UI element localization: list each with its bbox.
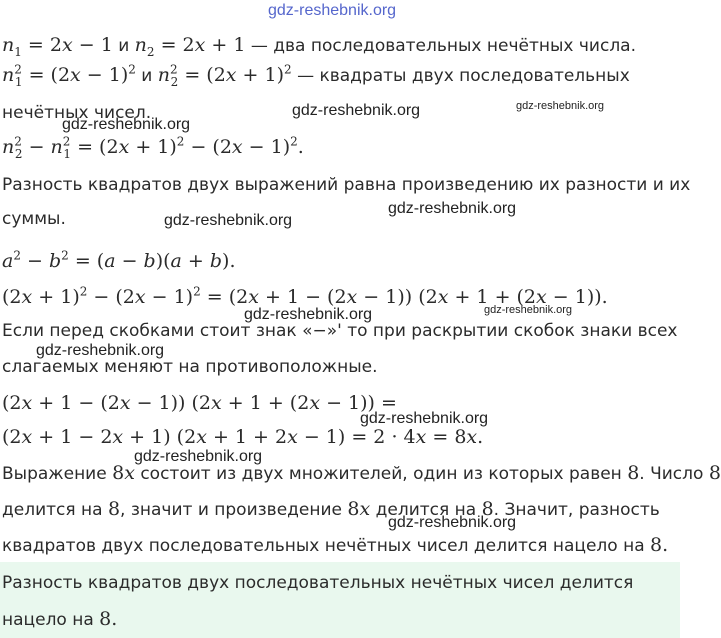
math-expression: $n_2 = 2x + 1$	[134, 34, 246, 59]
watermark: gdz-reshebnik.org	[292, 102, 421, 119]
text-line: нечётных чисел.	[2, 103, 152, 123]
text-line	[2, 462, 721, 485]
text-fragment: делится на	[375, 500, 477, 520]
text-line	[2, 136, 304, 159]
text-line	[2, 392, 397, 415]
math-expression: 8	[107, 498, 121, 520]
text-fragment: нацело на	[2, 610, 94, 630]
text-line	[2, 250, 235, 273]
text-fragment: делится на	[2, 500, 103, 520]
watermark: gdz-reshebnik.org	[360, 410, 489, 427]
watermark: gdz-reshebnik.org	[134, 448, 263, 465]
text-fragment: Выражение	[2, 464, 107, 484]
text-fragment: и	[141, 66, 153, 86]
math-expression: 8x	[112, 462, 135, 484]
watermark: gdz-reshebnik.org	[164, 212, 293, 229]
math-expression: $n^2_1 = (2x - 1)^2$	[2, 62, 136, 89]
math-expression: (2x + 1 − 2x + 1) (2x + 1 + 2x − 1) = 2 · 4x = 8x.	[2, 426, 484, 448]
text-fragment: — два последовательных нечётных числа.	[250, 36, 637, 56]
text-fragment: , значит и произведение	[120, 500, 342, 520]
text-fragment: . Значит, разность	[493, 500, 660, 520]
math-expression: $n^2_2 - n^2_1 = (2x + 1)^2 - (2x - 1)^2$.	[2, 134, 304, 161]
math-expression: 8.	[99, 608, 118, 630]
math-expression: 8.	[650, 534, 669, 556]
text-fragment: — квадраты двух последовательных	[297, 66, 630, 86]
math-expression: $n_1 = 2x - 1$	[2, 34, 113, 59]
text-line: слагаемых меняют на противоположные.	[2, 357, 378, 377]
text-fragment: и	[118, 36, 130, 56]
math-expression: $(2x + 1)^2 - (2x - 1)^2 = (2x + 1 - (2x - 1))$ (2x + 1 + (2x − 1)).	[2, 284, 608, 308]
math-expression: 8	[627, 462, 640, 484]
answer-line: Разность квадратов двух последовательных нечётных чисел делится	[2, 573, 634, 593]
text-fragment: состоит из двух множителей, один из которых равен	[140, 464, 622, 484]
text-line: суммы.	[2, 209, 66, 229]
text-line: Если перед скобками стоит знак «−»' то при раскрытии скобок знаки всех	[2, 321, 678, 341]
text-line	[2, 64, 630, 87]
text-line: Разность квадратов двух выражений равна произведению их разности и их	[2, 175, 691, 195]
watermark: gdz-reshebnik.org	[388, 200, 517, 217]
text-fragment: квадратов двух последовательных нечётных чисел делится нацело на	[2, 536, 645, 556]
math-expression: $n^2_2 = (2x + 1)^2$	[157, 62, 292, 89]
text-line	[2, 534, 668, 557]
math-expression: (2x + 1 − (2x − 1)) (2x + 1 + (2x − 1)) =	[2, 392, 397, 414]
math-expression: 8x	[347, 498, 371, 520]
watermark: gdz-reshebnik.org	[516, 100, 605, 112]
text-line	[2, 498, 660, 521]
math-expression: $a^2 - b^2 = (a - b)(a + b)$.	[2, 248, 236, 272]
watermark: gdz-reshebnik.org	[36, 342, 165, 359]
math-expression: 8	[708, 462, 721, 484]
watermark: gdz-reshebnik.org	[484, 304, 573, 316]
watermark: gdz-reshebnik.org	[268, 2, 397, 19]
text-fragment: . Число	[639, 464, 704, 484]
answer-line	[2, 608, 117, 631]
watermark: gdz-reshebnik.org	[388, 514, 517, 531]
text-line	[2, 426, 483, 449]
text-line	[2, 34, 636, 57]
watermark: gdz-reshebnik.org	[62, 116, 191, 133]
watermark: gdz-reshebnik.org	[244, 306, 373, 323]
math-expression: 8	[481, 498, 494, 520]
